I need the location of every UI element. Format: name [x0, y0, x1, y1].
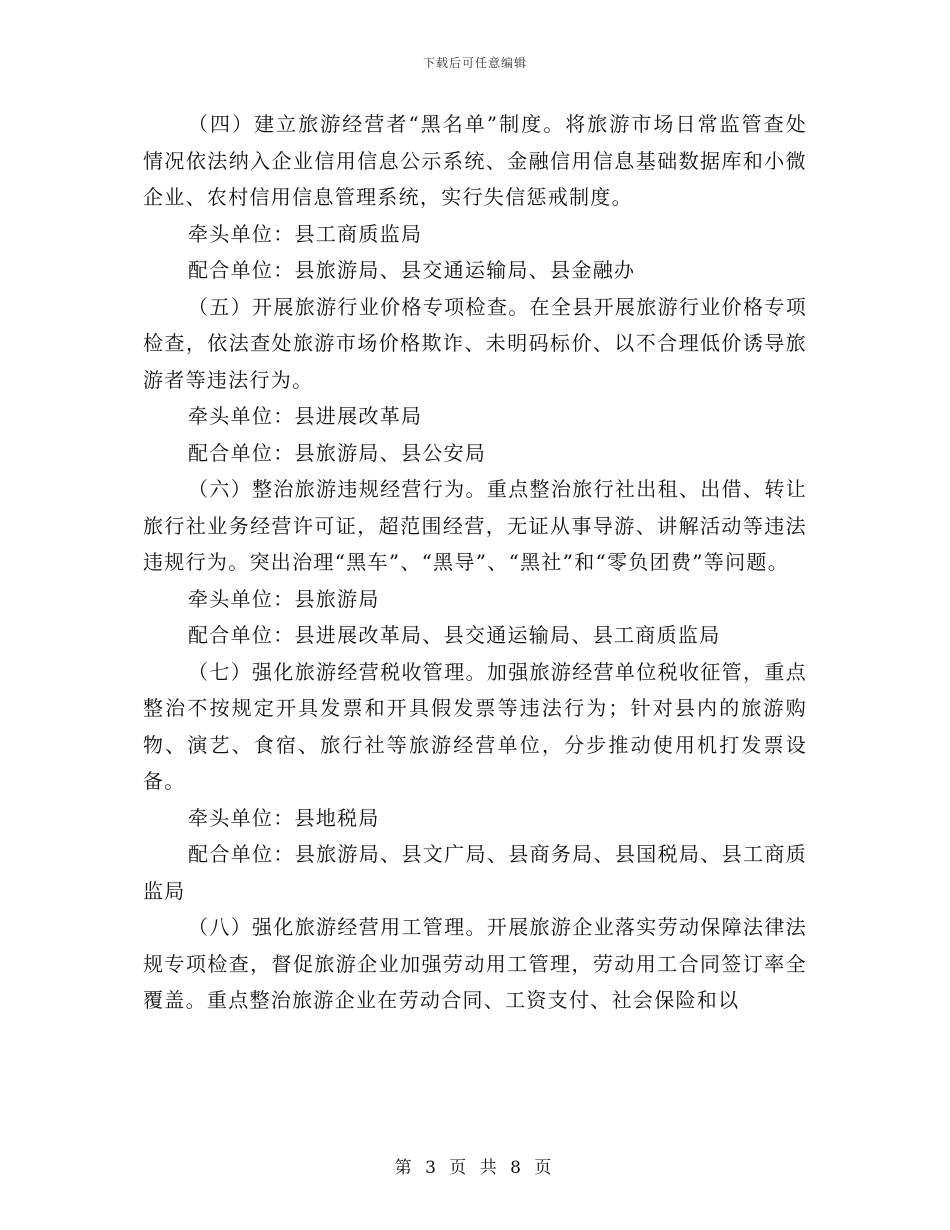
- paragraph-item-4: （四）建立旅游经营者“黑名单”制度。将旅游市场日常监管查处情况依法纳入企业信用信息公示系统、金融信用信息基础数据库和小微企业、农村信用信息管理系统，实行失信惩戒制度。: [143, 112, 807, 209]
- lead-unit-line: 牵头单位：县旅游局: [188, 586, 380, 611]
- partner-unit-line: 配合单位：县旅游局、县文广局、县商务局、县国税局、县工商质监局: [143, 842, 807, 903]
- partner-unit-line: 配合单位：县旅游局、县公安局: [188, 440, 487, 465]
- lead-unit-line: 牵头单位：县进展改革局: [188, 404, 423, 428]
- paragraph-item-7: （七）强化旅游经营税收管理。加强旅游经营单位税收征管，重点整治不按规定开具发票和开具假发票等违法行为；针对县内的旅游购物、演艺、食宿、旅行社等旅游经营单位，分步推动使用机打发票设备。: [143, 659, 807, 793]
- page-number: 第 3 页 共 8 页: [394, 1158, 556, 1178]
- paragraph-item-6: （六）整治旅游违规经营行为。重点整治旅行社出租、出借、转让旅行社业务经营许可证，超范围经营，无证从事导游、讲解活动等违法违规行为。突出治理“黑车”、“黑导”、“黑社”和“零负团费”等问题。: [143, 477, 807, 574]
- header-note: 下载后可任意编辑: [422, 56, 527, 70]
- partner-unit-line: 配合单位：县旅游局、县交通运输局、县金融办: [188, 258, 636, 282]
- partner-unit-line: 配合单位：县进展改革局、县交通运输局、县工商质监局: [188, 623, 721, 647]
- paragraph-item-5: （五）开展旅游行业价格专项检查。在全县开展旅游行业价格专项检查，依法查处旅游市场价格欺诈、未明码标价、以不合理低价诱导旅游者等违法行为。: [143, 294, 807, 392]
- lead-unit-line: 牵头单位：县地税局: [188, 805, 380, 830]
- paragraph-item-8: （八）强化旅游经营用工管理。开展旅游企业落实劳动保障法律法规专项检查，督促旅游企业加强劳动用工管理，劳动用工合同签订率全覆盖。重点整治旅游企业在劳动合同、工资支付、社会保险和以: [143, 915, 807, 1012]
- document-body: [143, 106, 807, 1019]
- lead-unit-line: 牵头单位：县工商质监局: [188, 221, 423, 246]
